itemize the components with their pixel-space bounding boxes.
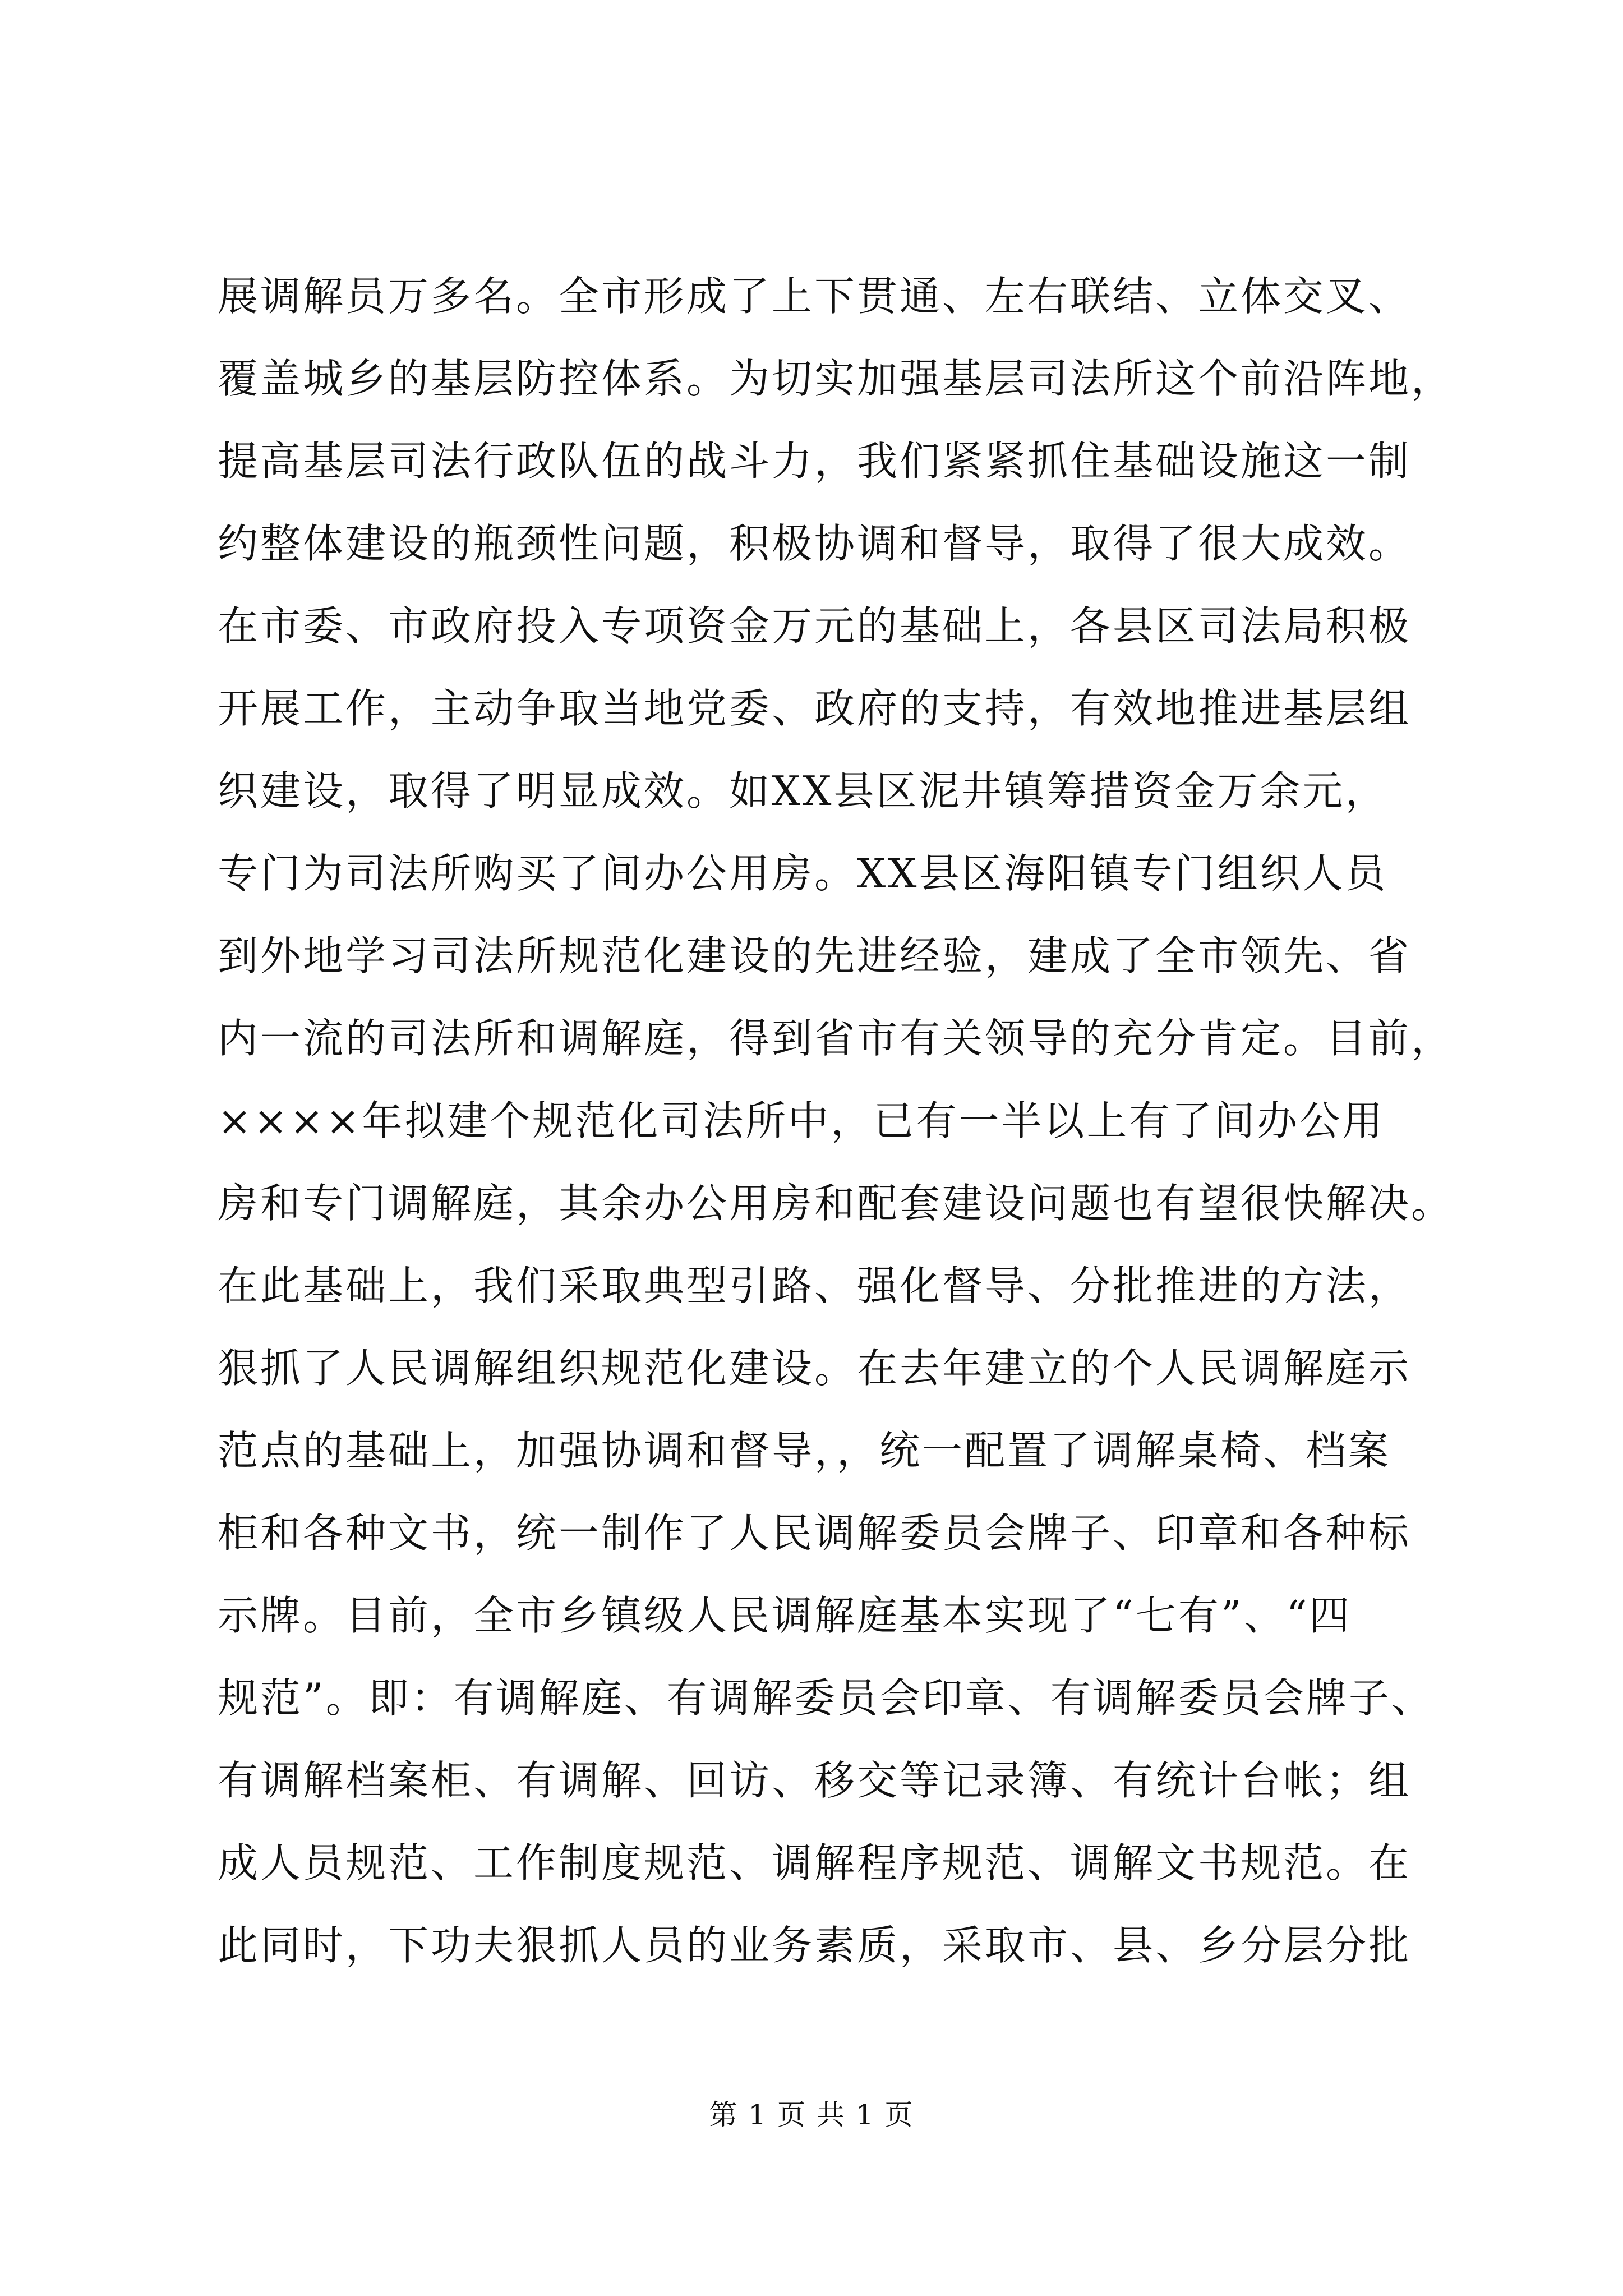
text-line-17: 示牌。目前，全市乡镇级人民调解庭基本实现了“七有”、“四 <box>218 1592 1352 1639</box>
text-line-8: 专门为司法所购买了间办公用房。XX县区海阳镇专门组织人员 <box>218 850 1388 897</box>
text-line-10: 内一流的司法所和调解庭，得到省市有关领导的充分肯定。目前， <box>218 1015 1454 1062</box>
body-text <box>218 255 1474 1987</box>
text-line-21: 此同时，下功夫狠抓人员的业务素质，采取市、县、乡分层分批 <box>218 1922 1412 1969</box>
text-line-7: 织建设，取得了明显成效。如XX县区泥井镇筹措资金万余元， <box>218 767 1388 815</box>
text-line-11: ××××年拟建个规范化司法所中，已有一半以上有了间办公用 <box>218 1097 1385 1144</box>
text-line-16: 柜和各种文书，统一制作了人民调解委员会牌子、印章和各种标 <box>218 1510 1412 1557</box>
text-line-4: 约整体建设的瓶颈性问题，积极协调和督导，取得了很大成效。 <box>218 520 1412 567</box>
text-line-5: 在市委、市政府投入专项资金万元的基础上，各县区司法局积极 <box>218 602 1412 650</box>
text-line-2: 覆盖城乡的基层防控体系。为切实加强基层司法所这个前沿阵地， <box>218 355 1454 402</box>
text-line-14: 狠抓了人民调解组织规范化建设。在去年建立的个人民调解庭示 <box>218 1345 1412 1392</box>
text-line-13: 在此基础上，我们采取典型引路、强化督导、分批推进的方法， <box>218 1262 1412 1309</box>
text-line-6: 开展工作，主动争取当地党委、政府的支持，有效地推进基层组 <box>218 685 1412 732</box>
text-line-15: 范点的基础上，加强协调和督导，，统一配置了调解桌椅、档案 <box>218 1427 1391 1474</box>
page-number-footer: 第 1 页 共 1 页 <box>709 2099 914 2131</box>
text-line-9: 到外地学习司法所规范化建设的先进经验，建成了全市领先、省 <box>218 932 1412 979</box>
text-line-12: 房和专门调解庭，其余办公用房和配套建设问题也有望很快解决。 <box>218 1180 1454 1227</box>
text-line-3: 提高基层司法行政队伍的战斗力，我们紧紧抓住基础设施这一制 <box>218 438 1412 485</box>
text-line-18: 规范”。即：有调解庭、有调解委员会印章、有调解委员会牌子、 <box>218 1674 1434 1722</box>
text-line-19: 有调解档案柜、有调解、回访、移交等记录簿、有统计台帐；组 <box>218 1757 1412 1804</box>
text-line-20: 成人员规范、工作制度规范、调解程序规范、调解文书规范。在 <box>218 1839 1412 1887</box>
text-line-1: 展调解员万多名。全市形成了上下贯通、左右联结、立体交叉、 <box>218 273 1412 320</box>
